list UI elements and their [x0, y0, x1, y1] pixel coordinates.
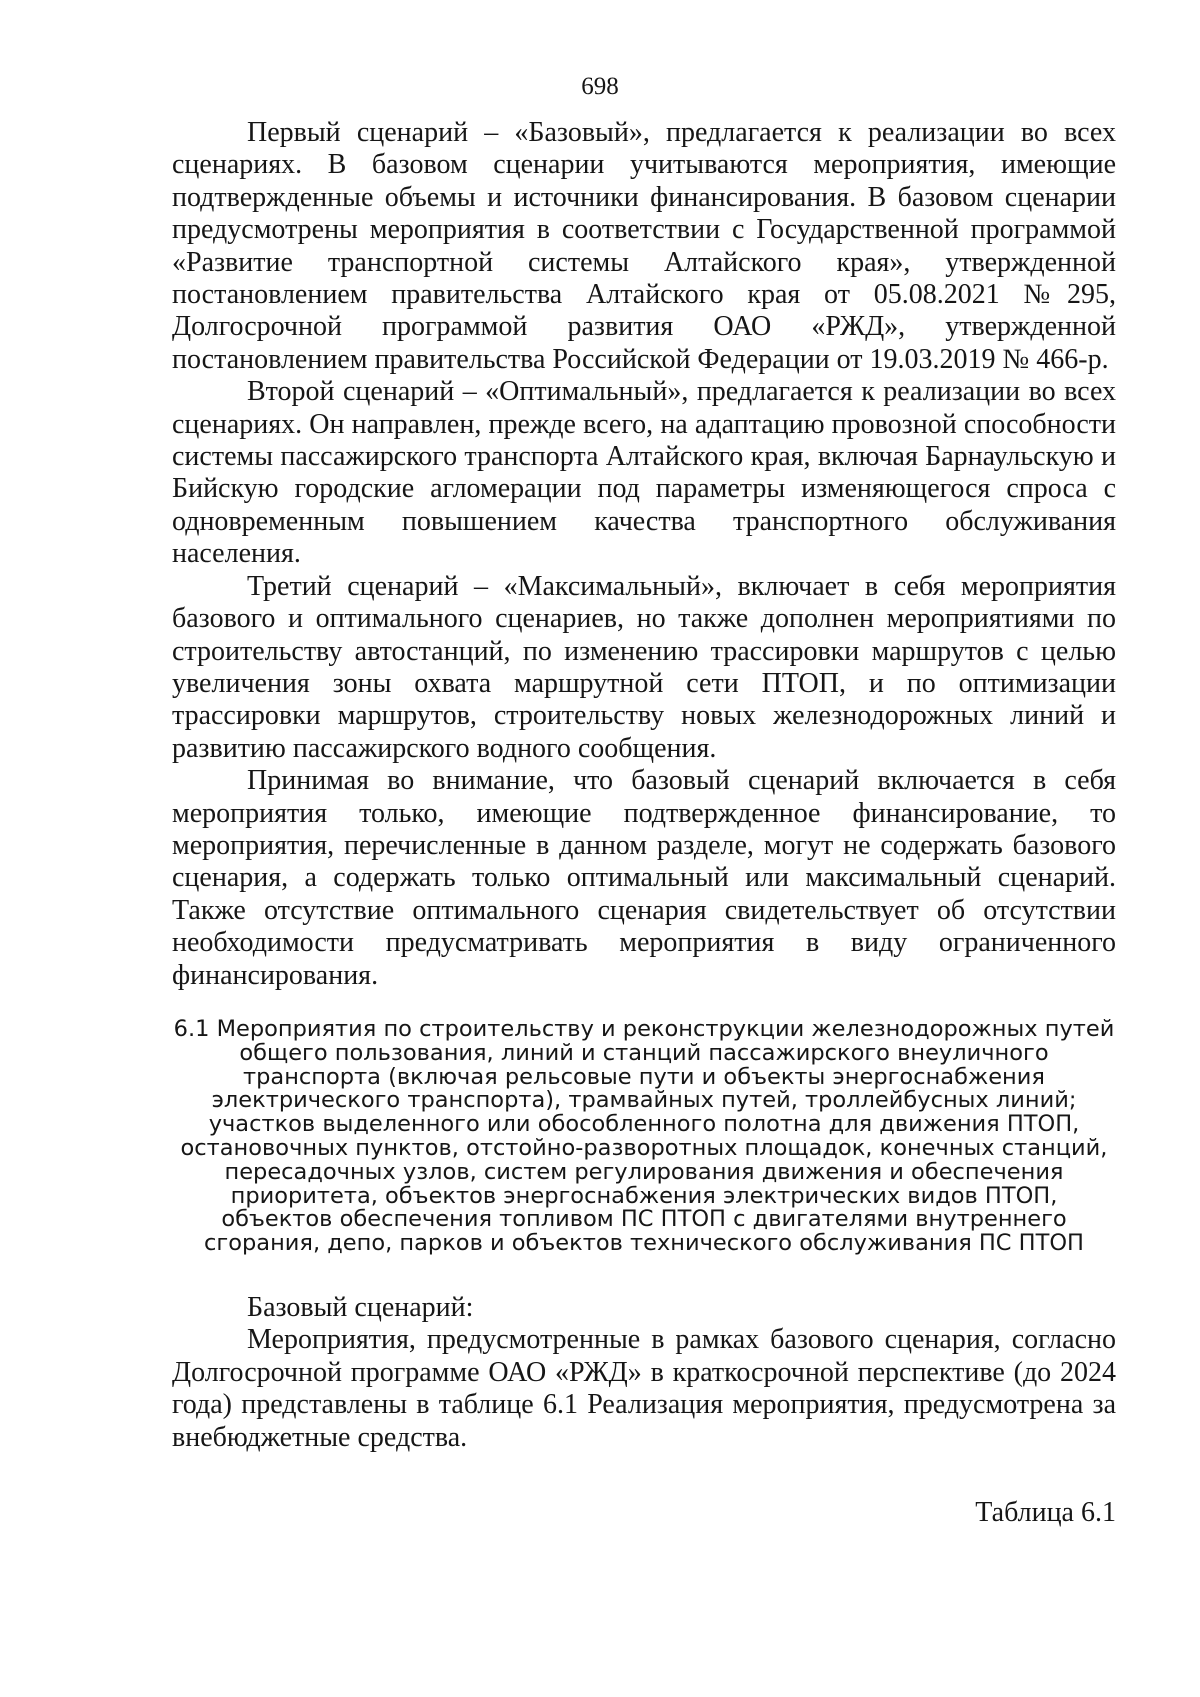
table-caption: Таблица 6.1: [975, 1497, 1116, 1528]
lower-text: [172, 1292, 1116, 1454]
subheading-base-scenario: Базовый сценарий:: [247, 1292, 474, 1323]
section-heading: 6.1 Мероприятия по строительству и реконструкции железнодорожных путей общего пользования, линий и станций пассажирского внеуличного транспорта (включая рельсовые пути и объекты энергоснабжения электрического транспорта), трамвайных путей, троллейбусных линий; участков выделенного или обособленного полотна для движения ПТОП, остановочных пунктов, отстойно-разворотных площадок, конечных станций, пересадочных узлов, систем регулирования движения и обеспечения приоритета, объектов энергоснабжения электрических видов ПТОП, объектов обеспечения топливом ПС ПТОП с двигателями внутреннего сгорания, депо, парков и объектов технического обслуживания ПС ПТОП: [173, 1016, 1115, 1257]
paragraph-base-scenario: Первый сценарий – «Базовый», предлагается к реализации во всех сценариях. В базовом сценарии учитываются мероприятия, имеющие подтвержденные объемы и источники финансирования. В базовом сценарии предусмотрены мероприятия в соответствии с Государственной программой «Развитие транспортной системы Алтайского края», утвержденной постановлением правительства Алтайского края от 05.08.2021 №295, Долгосрочной программой развития ОАО «РЖД», утвержденной постановлением правительства Российской Федерации от 19.03.2019 № 466-р.: [172, 117, 1116, 375]
body-text: [172, 117, 1116, 992]
paragraph-optimal-scenario: Второй сценарий – «Оптимальный», предлагается к реализации во всех сценариях. Он направлен, прежде всего, на адаптацию провозной способности системы пассажирского транспорта Алтайского края, включая Барнаульскую и Бийскую городские агломерации под параметры изменяющегося спроса с одновременным повышением качества транспортного обслуживания населения.: [172, 376, 1116, 570]
paragraph-scenario-note: Принимая во внимание, что базовый сценарий включается в себя мероприятия только, имеющие подтвержденное финансирование, то мероприятия, перечисленные в данном разделе, могут не содержать базового сценария, а содержать только оптимальный или максимальный сценарий. Также отсутствие оптимального сценария свидетельствует об отсутствии необходимости предусматривать мероприятия в виду ограниченного финансирования.: [172, 765, 1116, 991]
paragraph-maximal-scenario: Третий сценарий – «Максимальный», включает в себя мероприятия базового и оптимального сценариев, но также дополнен мероприятиями по строительству автостанций, по изменению трассировки маршрутов с целью увеличения зоны охвата маршрутной сети ПТОП, и по оптимизации трассировки маршрутов, строительству новых железнодорожных линий и развитию пассажирского водного сообщения.: [172, 570, 1116, 764]
paragraph-table-reference: Мероприятия, предусмотренные в рамках базового сценария, согласно Долгосрочной программе ОАО «РЖД» в краткосрочной перспективе (до 2024 года) представлены в таблице 6.1 Реализация мероприятия, предусмотрена за внебюджетные средства.: [172, 1324, 1116, 1453]
page-number: 698: [581, 73, 619, 100]
